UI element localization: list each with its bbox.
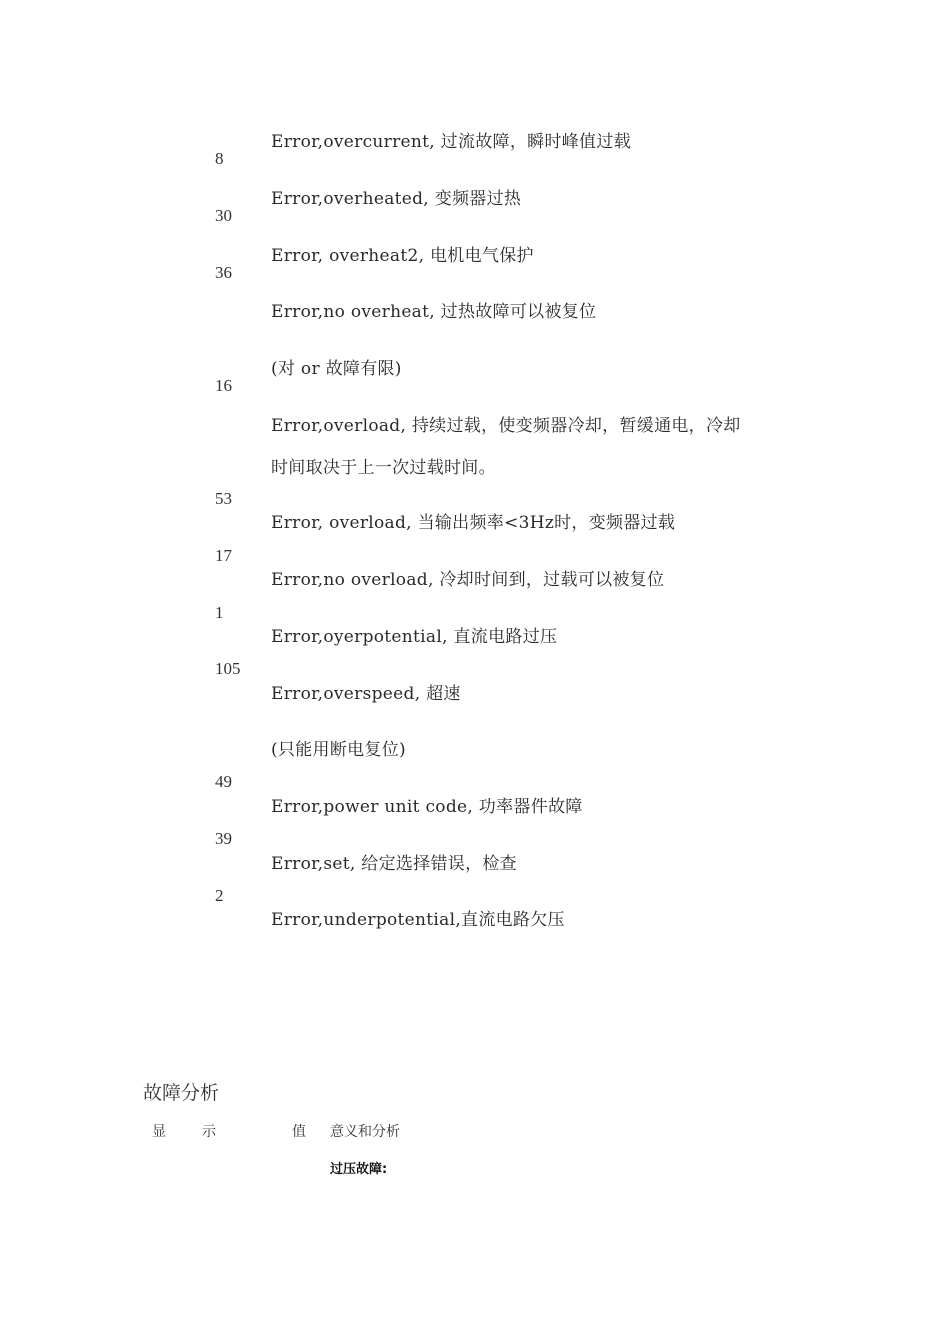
error-description: Error,overload, 持续过载，使变频器冷却，暂缓通电，冷却	[271, 416, 741, 436]
error-description: Error, overload, 当输出频率<3Hz时，变频器过载	[271, 513, 676, 533]
column-header-meaning: 意义和分析	[330, 1124, 400, 1140]
error-description: Error,no overload, 冷却时间到，过载可以被复位	[271, 570, 665, 590]
error-description: Error, overheat2, 电机电气保护	[271, 246, 534, 266]
error-code: 2	[215, 886, 224, 905]
column-header-value: 值	[292, 1124, 306, 1140]
error-description: Error,oyerpotential, 直流电路过压	[271, 627, 558, 647]
error-description: Error,set, 给定选择错误，检查	[271, 854, 517, 874]
error-description: Error,power unit code, 功率器件故障	[271, 797, 583, 817]
column-header-display-1: 显	[152, 1124, 166, 1140]
error-description: Error,no overheat, 过热故障可以被复位	[271, 302, 597, 322]
error-code: 1	[215, 603, 224, 622]
error-note: (只能用断电复位)	[271, 740, 406, 760]
error-description: Error,underpotential,直流电路欠压	[271, 910, 565, 930]
section-title: 故障分析	[143, 1082, 220, 1104]
error-code: 16	[215, 376, 232, 395]
error-description: Error,overheated, 变频器过热	[271, 189, 522, 209]
error-code: 36	[215, 263, 232, 282]
fault-item-label: 过压故障:	[330, 1162, 388, 1177]
error-code: 49	[215, 772, 232, 791]
error-note: (对 or 故障有限)	[271, 359, 402, 379]
error-code: 39	[215, 829, 232, 848]
error-description: Error,overspeed, 超速	[271, 684, 461, 704]
error-description: Error,overcurrent, 过流故障，瞬时峰值过载	[271, 132, 631, 152]
error-code: 30	[215, 206, 232, 225]
error-code: 105	[215, 659, 241, 678]
error-code: 17	[215, 546, 232, 565]
error-code: 53	[215, 489, 232, 508]
column-header-display-2: 示	[202, 1124, 216, 1140]
error-code: 8	[215, 149, 224, 168]
error-description-continued: 时间取决于上一次过载时间。	[271, 458, 496, 478]
